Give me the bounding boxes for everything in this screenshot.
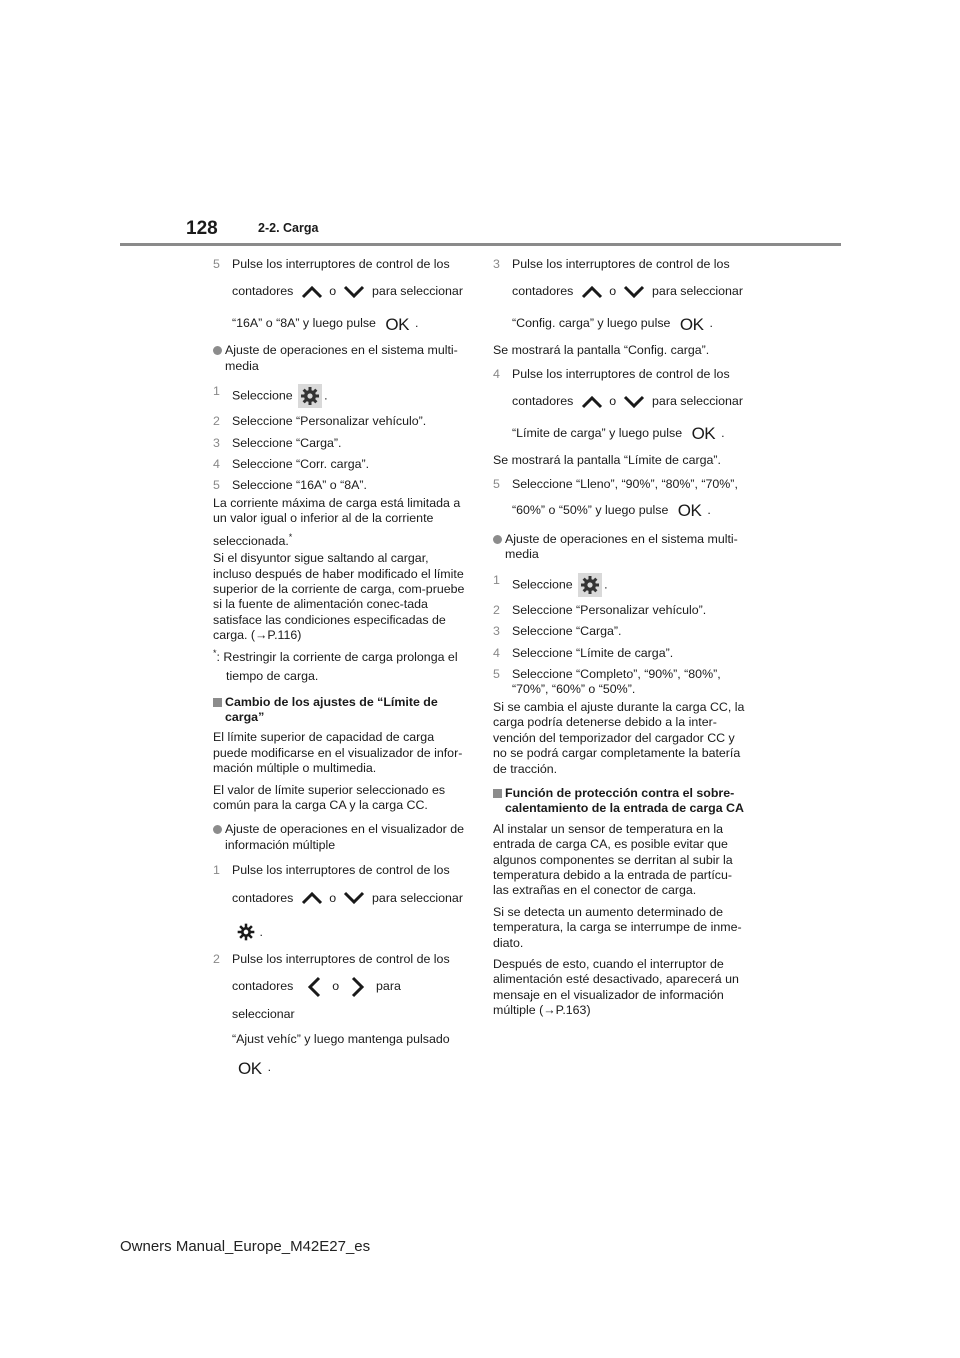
heading-square-icon: [213, 698, 222, 707]
step-text: “Límite de carga” y luego pulse: [512, 426, 683, 441]
paragraph-text: El valor de límite superior seleccionado es común para la carga CA y la carga CC.: [213, 782, 446, 812]
step-text: contadores: [232, 890, 294, 905]
bullet-dot-icon: [493, 535, 502, 544]
chevron-down-icon: [623, 395, 645, 409]
footer-text: Owners Manual_Europe_M42E27_es: [120, 1238, 371, 1255]
step-text: o: [609, 284, 617, 299]
step-text: contadores: [232, 979, 294, 994]
step-text: Seleccione: [232, 388, 293, 403]
punctuation: .: [707, 503, 711, 518]
footnote-cont: [213, 669, 465, 684]
step-text: “60%” o “50%” y luego pulse: [512, 503, 669, 518]
step-number: 5: [213, 478, 220, 493]
chevron-up-icon: [581, 395, 603, 409]
paragraph: [493, 957, 745, 1019]
page-reference[interactable]: P.163): [555, 1003, 591, 1018]
paragraph: [493, 905, 745, 951]
chevron-up-icon: [301, 285, 323, 299]
ok-icon: OK: [385, 314, 409, 334]
step-number: 3: [213, 435, 220, 450]
paragraph: [213, 496, 465, 527]
paragraph: [493, 822, 745, 899]
step-text: Seleccione: [512, 577, 573, 592]
bullet-multimedia: [493, 532, 745, 563]
footnote-mark: *: [288, 531, 293, 542]
bullet-text: Ajuste de operaciones en el sistema multi-media: [225, 343, 458, 373]
step-text: Seleccione “Completo”, “90%”, “80%”, “70%”, “60%” o “50%”.: [512, 667, 721, 697]
step-right-5: [493, 477, 745, 524]
step-text: contadores: [512, 284, 574, 299]
step-text: Pulse los interruptores de control de los: [232, 257, 450, 271]
footnote-mark: *: [213, 647, 217, 658]
paragraph-text: seleccionada.: [213, 533, 289, 548]
step-number: 5: [213, 257, 220, 271]
step-number: 2: [213, 951, 220, 966]
heading-limite: [213, 695, 465, 726]
paragraph-text: Si se cambia el ajuste durante la carga CC, la carga podría detenerse debido a la inter-vención del temporizador del cargador CC y no se podrá cargar completamente la batería de tracción.: [493, 699, 745, 776]
ms-step-5: [493, 667, 745, 698]
punctuation: .: [414, 316, 419, 331]
step-text: o: [332, 979, 340, 994]
paragraph-text: El límite superior de capacidad de carga puede modificarse en el visualizador de infor-mación múltiple o multimedia.: [213, 730, 463, 776]
gear-icon: [578, 573, 602, 597]
step-number: 2: [493, 602, 500, 617]
step-right-3: [493, 257, 745, 337]
step-number: 4: [493, 645, 500, 660]
ms-step-5: [213, 478, 465, 493]
step-text: Seleccione “Límite de carga”.: [512, 645, 674, 660]
page-reference[interactable]: P.116): [267, 628, 302, 643]
step-number: 1: [213, 384, 220, 399]
step-number: 3: [493, 624, 500, 639]
punctuation: .: [721, 426, 725, 441]
section-title: 2-2. Carga: [258, 221, 319, 235]
paragraph: [493, 343, 745, 358]
bullet-multimedia: [213, 343, 465, 374]
paragraph: [213, 730, 465, 776]
step-number: 1: [213, 863, 220, 878]
ms-step-3: [493, 624, 745, 639]
step-text: “16A” o “8A” y luego pulse: [232, 316, 376, 331]
mid-step-1: [213, 863, 465, 945]
ok-icon: OK: [691, 424, 716, 444]
punctuation: .: [604, 577, 608, 592]
step-text: para seleccionar: [652, 394, 743, 409]
ms-step-2: [213, 414, 465, 429]
step-text: contadores: [232, 284, 294, 299]
ms-step-1: [493, 573, 745, 597]
step-text: Seleccione “Lleno”, “90%”, “80%”, “70%”,: [512, 476, 738, 491]
step-text: Seleccione “Carga”.: [232, 435, 342, 450]
step-text: o: [329, 284, 337, 299]
step-number: 4: [493, 366, 500, 381]
punctuation: .: [324, 388, 328, 403]
step-text: Seleccione “Personalizar vehículo”.: [232, 414, 427, 429]
heading-text: Cambio de los ajustes de “Límite de carga”: [225, 694, 438, 724]
paragraph-text: Se mostrará la pantalla “Config. carga”.: [493, 343, 710, 358]
chevron-down-icon: [343, 285, 365, 299]
arrow-icon: →: [543, 1003, 556, 1018]
ok-icon: OK: [238, 1058, 262, 1078]
paragraph-text: Se mostrará la pantalla “Límite de carga”.: [493, 453, 721, 468]
step-number: 5: [493, 667, 500, 682]
ms-step-1: [213, 384, 465, 408]
mid-step-2: [213, 952, 465, 1082]
paragraph: [213, 551, 465, 643]
step-text: Seleccione “16A” o “8A”.: [232, 478, 367, 493]
bullet-text: Ajuste de operaciones en el visualizador de información múltiple: [225, 822, 465, 852]
page-number: 128: [186, 218, 218, 239]
paragraph: [493, 700, 745, 777]
ms-step-4: [493, 646, 745, 661]
step-number: 3: [493, 257, 500, 271]
header-rule: [120, 243, 841, 246]
heading-proteccion: [493, 786, 745, 817]
step-text: Seleccione “Personalizar vehículo”.: [512, 602, 707, 617]
step-text: “Config. carga” y luego pulse: [512, 316, 671, 331]
chevron-down-icon: [343, 891, 365, 905]
punctuation: .: [267, 1060, 272, 1075]
paragraph: [213, 530, 465, 550]
paragraph-text: Si se detecta un aumento determinado de temperatura, la carga se interrumpe de inme-diato.: [493, 904, 742, 950]
paragraph-text: Al instalar un sensor de temperatura en la entrada de carga CA, es posible evitar que algunos componentes se derritan al subir la temperatura debido a la entrada de partícu-las extrañas en el conector de carga.: [493, 821, 733, 898]
step-number: 5: [493, 476, 500, 491]
step-number: 1: [493, 572, 500, 587]
step-text: Pulse los interruptores de control de los: [512, 366, 730, 381]
bullet-text: Ajuste de operaciones en el sistema multi-media: [505, 532, 738, 562]
chevron-up-icon: [301, 891, 323, 905]
step-text: Pulse los interruptores de control de los: [232, 863, 450, 878]
step-number: 2: [213, 414, 220, 429]
paragraph: [493, 453, 745, 468]
ok-icon: OK: [679, 314, 704, 334]
footnote: [213, 646, 465, 666]
step-text: o: [329, 890, 337, 905]
paragraph: [213, 783, 465, 814]
gear-icon: [236, 922, 256, 942]
arrow-icon: →: [255, 628, 268, 643]
ms-step-3: [213, 436, 465, 451]
right-column: [493, 257, 745, 1025]
step-text: para seleccionar: [652, 284, 743, 299]
step-text: para seleccionar: [372, 284, 463, 299]
step-text: para seleccionar: [232, 979, 401, 1022]
footnote-text: : Restringir la corriente de carga prolonga el: [216, 649, 458, 664]
chevron-right-icon: [351, 976, 365, 998]
step-text: contadores: [512, 394, 574, 409]
step-left-5: [213, 257, 465, 337]
paragraph-text: Si el disyuntor sigue saltando al cargar, incluso después de haber modificado el límite superior de la corriente de carga, com-pruebe si la fuente de alimentación conec-tada satisface las condiciones especificadas de carga. (: [213, 551, 465, 643]
step-text: Seleccione “Corr. carga”.: [232, 457, 370, 472]
step-number: 4: [213, 457, 220, 472]
chevron-left-icon: [307, 976, 321, 998]
footnote-text: tiempo de carga.: [226, 669, 319, 684]
chevron-down-icon: [623, 285, 645, 299]
step-right-4: [493, 367, 745, 447]
punctuation: .: [259, 924, 263, 939]
step-text: para seleccionar: [372, 890, 463, 905]
heading-text: Función de protección contra el sobre-calentamiento de la entrada de carga CA: [505, 785, 744, 816]
step-text: “Ajust vehíc” y luego mantenga pulsado: [232, 1032, 450, 1047]
step-text: Seleccione “Carga”.: [512, 624, 622, 639]
heading-square-icon: [493, 789, 502, 798]
bullet-mid: [213, 822, 465, 853]
step-text: Pulse los interruptores de control de los: [232, 951, 450, 966]
ms-step-4: [213, 457, 465, 472]
punctuation: .: [709, 316, 713, 331]
step-text: Pulse los interruptores de control de los: [512, 257, 730, 271]
paragraph-text: La corriente máxima de carga está limitada a un valor igual o inferior al de la corriente: [213, 495, 461, 526]
chevron-up-icon: [581, 285, 603, 299]
ok-icon: OK: [677, 501, 702, 521]
step-text: o: [609, 394, 617, 409]
bullet-dot-icon: [213, 346, 222, 355]
paragraph-text: Después de esto, cuando el interruptor de alimentación esté desactivado, aparecerá un mensaje en el visualizador de información múltiple (: [493, 956, 739, 1018]
left-column: [213, 257, 465, 1087]
gear-icon: [298, 384, 322, 408]
bullet-dot-icon: [213, 825, 222, 834]
ms-step-2: [493, 603, 745, 618]
